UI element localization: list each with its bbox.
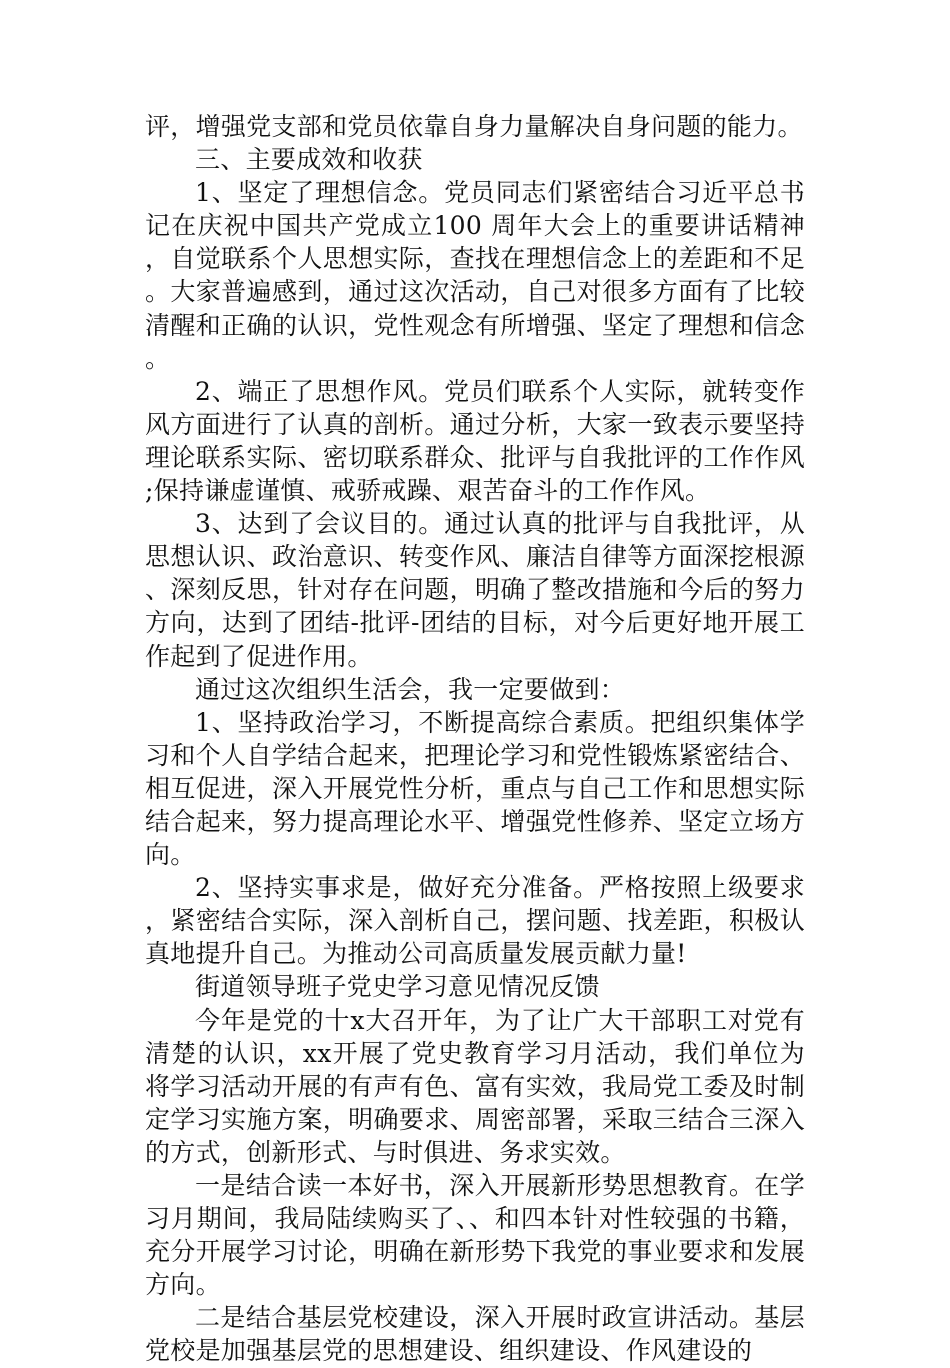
paragraph-commitment-intro: 通过这次组织生活会，我一定要做到：: [195, 674, 626, 704]
document-body: [145, 110, 805, 1368]
paragraph-work-style: 2、端正了思想作风。党员们联系个人实际，就转变作风方面进行了认真的剖析。通过分析，大家一致表示要坚持理论联系实际、密切联系群众、批评与自我批评的工作作风;保持谦虚谨慎、戒骄戒躁、艰苦奋斗的工作作风。: [145, 376, 805, 506]
paragraph-meeting-goal: 3、达到了会议目的。通过认真的批评与自我批评，从思想认识、政治意识、转变作风、廉洁自律等方面深挖根源、深刻反思，针对存在问题，明确了整改措施和今后的努力方向，达到了团结-批评-团结的目标，对今后更好地开展工作起到了促进作用。: [145, 509, 805, 671]
paragraph-party-school: 二是结合基层党校建设，深入开展时政宣讲活动。基层党校是加强基层党的思想建设、组织建设、作风建设的: [145, 1303, 805, 1366]
paragraph-seek-truth: 2、坚持实事求是，做好充分准备。严格按照上级要求，紧密结合实际，深入剖析自己，摆问题、找差距，积极认真地提升自己。为推动公司高质量发展贡献力量!: [145, 873, 805, 969]
paragraph-ideals: 1、坚定了理想信念。党员同志们紧密结合习近平总书记在庆祝中国共产党成立100 周年大会上的重要讲话精神，自觉联系个人思想实际，查找在理想信念上的差距和不足。大家普遍感到，通过这次活动，自己对很多方面有了比较清醒和正确的认识，党性观念有所增强、坚定了理想和信念。: [145, 178, 805, 373]
paragraph-study-month: 今年是党的十x大召开年，为了让广大干部职工对党有清楚的认识，xx开展了党史教育学习月活动，我们单位为将学习活动开展的有声有色、富有实效，我局党工委及时制定学习实施方案，明确要求、周密部署，采取三结合三深入的方式，创新形式、与时俱进、务求实效。: [145, 1005, 805, 1167]
paragraph-good-book: 一是结合读一本好书，深入开展新形势思想教育。在学习月期间，我局陆续购买了、、和四本针对性较强的书籍，充分开展学习讨论，明确在新形势下我党的事业要求和发展方向。: [145, 1171, 805, 1300]
paragraph-1: 评，增强党支部和党员依靠自身力量解决自身问题的能力。: [145, 112, 803, 141]
section-heading-main-results: 三、主要成效和收获: [195, 145, 423, 175]
paragraph-political-study: 1、坚持政治学习，不断提高综合素质。把组织集体学习和个人自学结合起来，把理论学习和党性锻炼紧密结合、相互促进，深入开展党性分析，重点与自己工作和思想实际结合起来，努力提高理论水平、增强党性修养、坚定立场方向。: [145, 707, 805, 870]
section-heading-feedback: 街道领导班子党史学习意见情况反馈: [195, 972, 600, 1002]
